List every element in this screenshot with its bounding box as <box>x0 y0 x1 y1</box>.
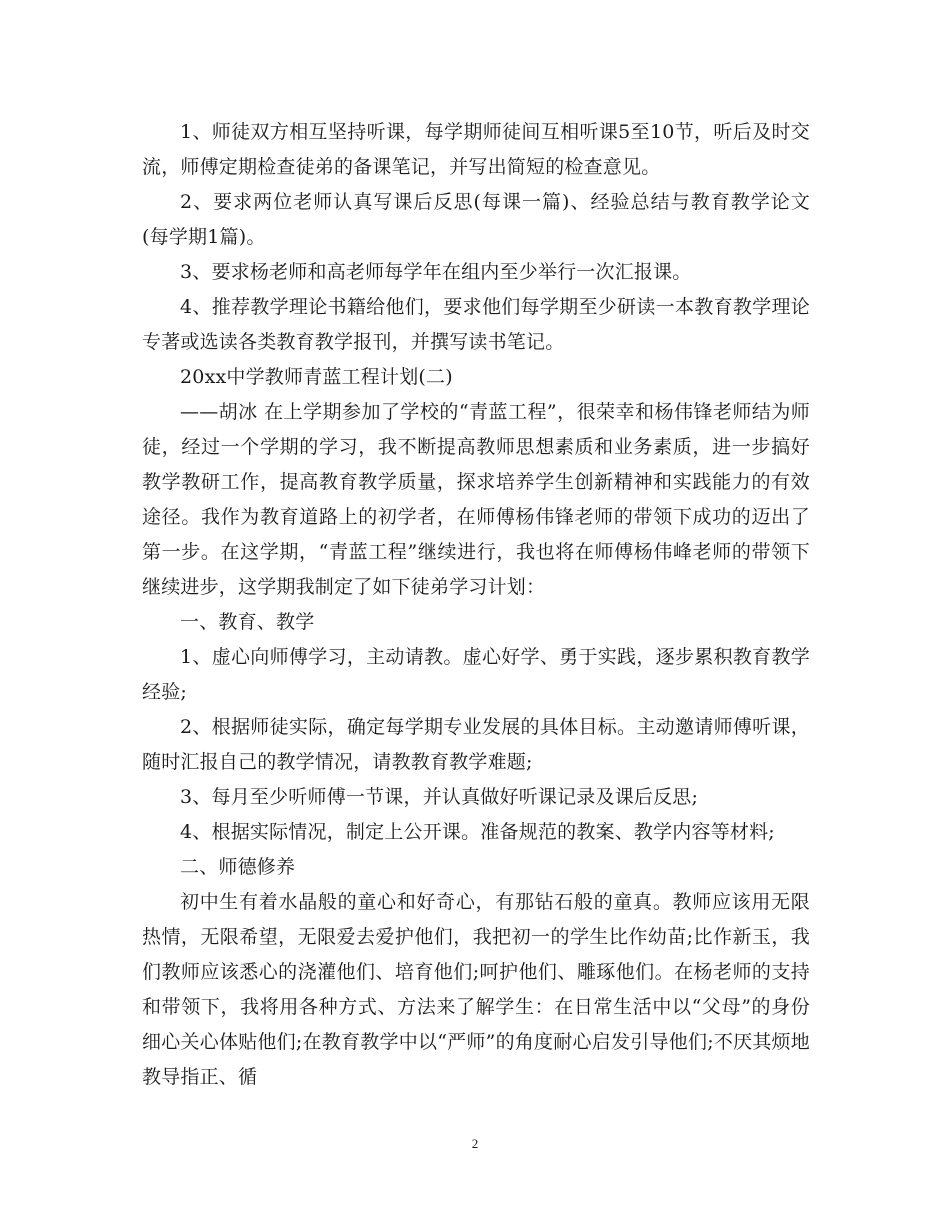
page-number: 2 <box>471 1136 479 1151</box>
paragraph-item-4: 4、推荐教学理论书籍给他们，要求他们每学期至少研读一本教育教学理论专著或选读各类教育教学报刊，并撰写读书笔记。 <box>142 296 810 353</box>
plan-item-4: 4、根据实际情况，制定上公开课。准备规范的教案、教学内容等材料; <box>180 821 775 843</box>
plan-item-3: 3、每月至少听师傅一节课，并认真做好听课记录及课后反思; <box>180 786 699 808</box>
paragraph-item-3: 3、要求杨老师和高老师每学年在组内至少举行一次汇报课。 <box>180 261 692 283</box>
section-title: 20xx中学教师青蓝工程计划(二) <box>180 366 453 388</box>
ethics-paragraph: 初中生有着水晶般的童心和好奇心，有那钻石般的童真。教师应该用无限热情，无限希望，无限爱去爱护他们，我把初一的学生比作幼苗;比作新玉，我们教师应该悉心的浇灌他们、培育他们;呵护他们、雕琢他们。在杨老师的支持和带领下，我将用各种方式、方法来了解学生：在日常生活中以“父母”的身份细心关心体贴他们;在教育教学中以“严师”的角度耐心启发引导他们;不厌其烦地教导指正、循 <box>142 891 810 1088</box>
plan-item-2: 2、根据师徒实际，确定每学期专业发展的具体目标。主动邀请师傅听课，随时汇报自己的教学情况，请教教育教学难题; <box>142 716 810 773</box>
document-body <box>142 115 810 1095</box>
plan-item-1: 1、虚心向师傅学习，主动请教。虚心好学、勇于实践，逐步累积教育教学经验; <box>142 646 810 703</box>
intro-paragraph: ——胡冰 在上学期参加了学校的“青蓝工程”，很荣幸和杨伟锋老师结为师徒，经过一个学期的学习，我不断提高教师思想素质和业务素质，进一步搞好教学教研工作，提高教育教学质量，探求培养学生创新精神和实践能力的有效途径。我作为教育道路上的初学者，在师傅杨伟锋老师的带领下成功的迈出了第一步。在这学期，“青蓝工程”继续进行，我也将在师傅杨伟峰老师的带领下继续进步，这学期我制定了如下徒弟学习计划： <box>142 401 810 598</box>
heading-ethics: 二、师德修养 <box>180 856 296 878</box>
heading-education-teaching: 一、教育、教学 <box>180 611 315 633</box>
paragraph-item-1: 1、师徒双方相互坚持听课，每学期师徒间互相听课5至10节，听后及时交流，师傅定期检查徒弟的备课笔记，并写出简短的检查意见。 <box>142 121 810 178</box>
paragraph-item-2: 2、要求两位老师认真写课后反思(每课一篇)、经验总结与教育教学论文(每学期1篇)。 <box>142 191 810 248</box>
